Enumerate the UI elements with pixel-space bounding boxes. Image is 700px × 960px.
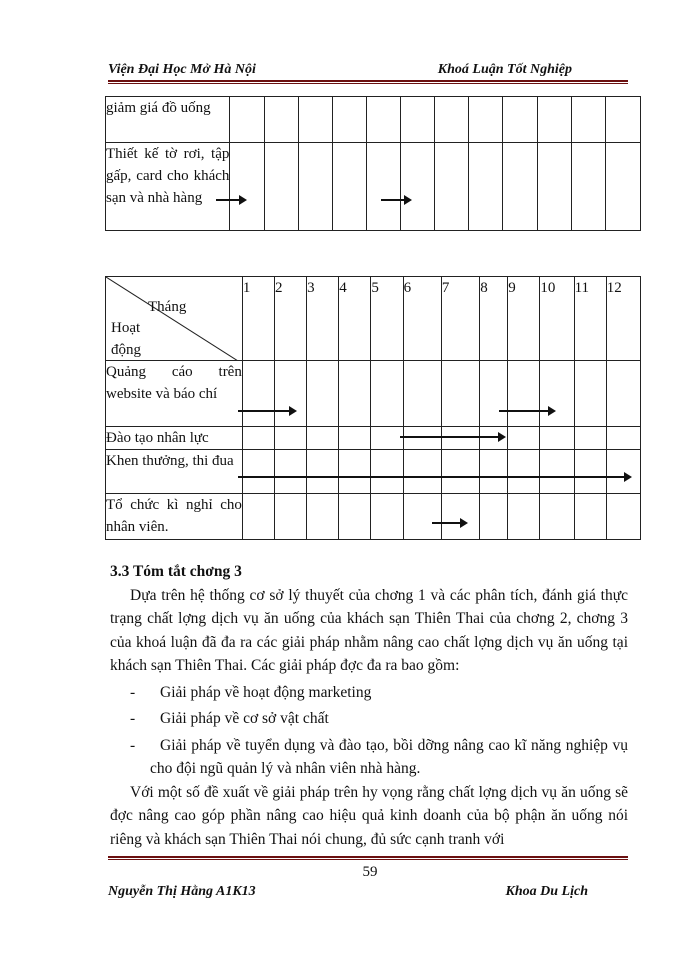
header-month-label: Tháng: [148, 299, 187, 315]
marketing-schedule-table: [105, 276, 641, 540]
header-institute: Viện Đại Học Mở Hà Nội: [108, 62, 256, 77]
table-header-row: [106, 277, 641, 361]
timeline-arrow: [238, 476, 630, 478]
activity-cell: Đào tạo nhân lực: [106, 427, 243, 450]
month-header: 11: [574, 277, 606, 361]
table-row: [106, 494, 641, 540]
schedule-table-continued: [105, 96, 641, 231]
activity-cell: Tổ chức kì nghỉ cho nhân viên.: [106, 494, 243, 540]
timeline-arrow: [216, 199, 245, 201]
footer-faculty: Khoa Du Lịch: [505, 884, 588, 899]
page-number: 59: [362, 864, 378, 880]
activity-cell: Khen thưởng, thi đua: [106, 450, 243, 494]
table-row: [106, 143, 641, 231]
bullet-dash: -: [130, 683, 136, 701]
activity-cell: giảm giá đồ uống: [106, 97, 230, 143]
diagonal-header-cell: [106, 277, 243, 361]
table-row: [106, 97, 641, 143]
header-rule: [108, 80, 628, 84]
footer-author: Nguyễn Thị Hằng A1K13: [108, 884, 256, 899]
timeline-arrow: [400, 436, 504, 438]
summary-section: [110, 560, 628, 851]
timeline-arrow: [432, 522, 466, 524]
list-item: - Giải pháp về cơ sở vật chất: [110, 707, 628, 731]
summary-paragraph: Với một số đề xuất về giải pháp trên hy vọng rằng chất lợng dịch vụ ăn uống sẽ đợc nâng cao góp phần nâng cao hiệu quả kinh doanh của bộ phận ăn uống nói riêng và khách sạn Thiên Thai nói chung, đủ sức cạnh tranh với: [110, 783, 628, 848]
month-header: 2: [275, 277, 307, 361]
list-item: - Giải pháp về hoạt động marketing: [110, 681, 628, 705]
table-row: [106, 427, 641, 450]
timeline-arrow: [238, 410, 295, 412]
timeline-arrow: [499, 410, 554, 412]
month-header: 1: [242, 277, 274, 361]
month-header: 10: [540, 277, 574, 361]
timeline-arrow: [381, 199, 410, 201]
footer-rule: [108, 856, 628, 860]
activity-cell: Thiết kế tờ rơi, tập gấp, card cho khách sạn và nhà hàng: [106, 143, 230, 231]
month-header: 8: [480, 277, 508, 361]
month-header: 3: [307, 277, 339, 361]
month-header: 5: [371, 277, 403, 361]
activity-cell: Quảng cáo trên website và báo chí: [106, 361, 243, 427]
header-activity-label: Hoạt động: [111, 320, 141, 358]
bullet-dash: -: [130, 710, 136, 727]
table-row: [106, 450, 641, 494]
month-header: 6: [403, 277, 441, 361]
table-row: [106, 361, 641, 427]
section-title: 3.3 Tóm tắt chơng 3: [110, 563, 242, 580]
header-thesis-title: Khoá Luận Tốt Nghiệp: [437, 62, 572, 77]
summary-paragraph: Dựa trên hệ thống cơ sở lý thuyết của chơng 1 và các phân tích, đánh giá thực trạng chất lợng dịch vụ ăn uống của khách sạn Thiên Thai của chơng 2, chơng 3 của khoá luận đã đa ra các giải pháp nhằm nâng cao chất lợng dịch vụ ăn uống tại khách sạn Thiên Thai. Các giải pháp đợc đa ra bao gồm:: [110, 586, 628, 674]
bullet-dash: -: [130, 736, 136, 754]
month-header: 7: [441, 277, 479, 361]
month-header: 9: [508, 277, 540, 361]
month-header: 12: [606, 277, 640, 361]
month-header: 4: [339, 277, 371, 361]
list-item: - Giải pháp về tuyển dụng và đào tạo, bồi dỡng nâng cao kĩ năng nghiệp vụ cho đội ngũ quản lý và nhân viên nhà hàng.: [110, 734, 628, 781]
page-footer: [108, 884, 628, 904]
